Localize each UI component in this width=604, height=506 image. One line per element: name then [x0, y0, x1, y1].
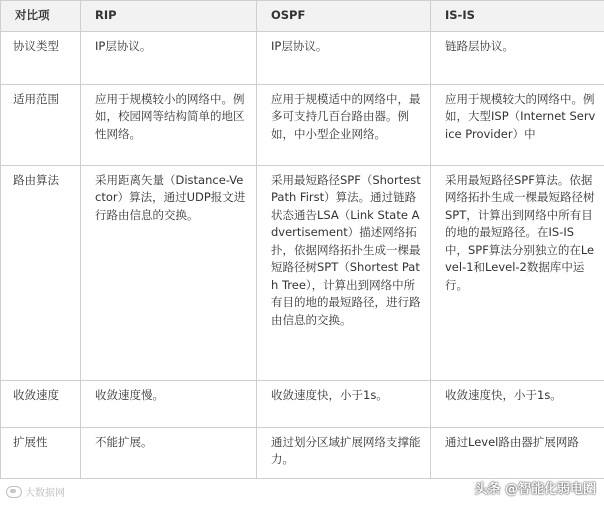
table-row: [1, 165, 604, 380]
cell-ospf: 采用最短路径SPF（Shortest Path First）算法。通过链路状态通告LSA（Link State Advertisement）描述网络拓扑，依据网络拓扑生成一棵最短路径树SPT（Shortest Path Tree），计算出到网络中所有目的地的最短路径，进行路由信息的交换。: [257, 165, 431, 380]
header-ospf: OSPF: [257, 1, 431, 32]
row-label-algorithm: 路由算法: [1, 165, 81, 380]
cell-rip: 采用距离矢量（Distance-Vector）算法，通过UDP报文进行路由信息的交换。: [81, 165, 257, 380]
table-row: [1, 31, 604, 84]
cell-ospf: 应用于规模适中的网络中，最多可支持几百台路由器。例如，中小型企业网络。: [257, 84, 431, 165]
table-row: [1, 84, 604, 165]
watermark-logo-icon: [6, 486, 22, 498]
header-compare-item: 对比项: [1, 1, 81, 32]
cell-isis: 收敛速度快，小于1s。: [431, 380, 604, 427]
row-label-scope: 适用范围: [1, 84, 81, 165]
cell-ospf: IP层协议。: [257, 31, 431, 84]
cell-rip: 应用于规模较小的网络中。例如，校园网等结构简单的地区性网络。: [81, 84, 257, 165]
watermark-right: 头条 @智能化弱电圈: [474, 482, 596, 497]
table-row: [1, 427, 604, 478]
cell-isis: 应用于规模较大的网络中。例如，大型ISP（Internet Service Provider）中: [431, 84, 604, 165]
header-isis: IS-IS: [431, 1, 604, 32]
cell-ospf: 通过划分区域扩展网络支撑能力。: [257, 427, 431, 478]
row-label-convergence: 收敛速度: [1, 380, 81, 427]
header-rip: RIP: [81, 1, 257, 32]
cell-isis: 通过Level路由器扩展网路: [431, 427, 604, 478]
row-label-scalability: 扩展性: [1, 427, 81, 478]
cell-rip: 收敛速度慢。: [81, 380, 257, 427]
row-label-protocol-type: 协议类型: [1, 31, 81, 84]
cell-ospf: 收敛速度快，小于1s。: [257, 380, 431, 427]
cell-isis: 链路层协议。: [431, 31, 604, 84]
table-row: [1, 380, 604, 427]
watermark-left-text: 大数据网: [25, 488, 65, 499]
cell-rip: IP层协议。: [81, 31, 257, 84]
cell-rip: 不能扩展。: [81, 427, 257, 478]
watermark-left: [6, 484, 65, 499]
cell-isis: 采用最短路径SPF算法。依据网络拓扑生成一棵最短路径树SPT，计算出到网络中所有目的地的最短路径。在IS-IS中，SPF算法分别独立的在Level-1和Level-2数据库中运行。: [431, 165, 604, 380]
header-row: [1, 1, 604, 32]
